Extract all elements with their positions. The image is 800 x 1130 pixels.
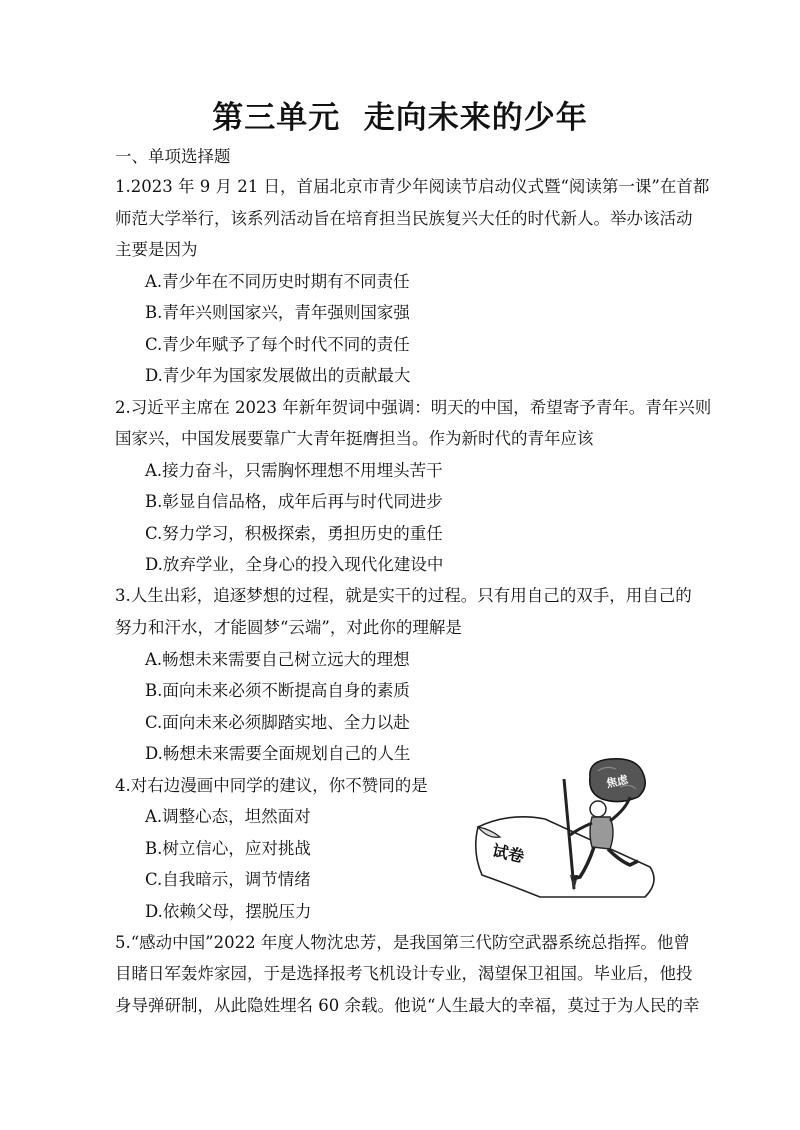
section-heading: 一、单项选择题 (115, 147, 231, 166)
question-4-option-a: A.调整心态，坦然面对 (145, 807, 311, 826)
question-3-option-c: C.面向未来必须脚踏实地、全力以赴 (145, 713, 410, 732)
boulder-label: 焦虑 (605, 773, 630, 791)
page-title: 第三单元 走向未来的少年 (212, 100, 588, 136)
question-1-option-d: D.青少年为国家发展做出的贡献最大 (145, 366, 411, 385)
question-1-line-1: 1.2023 年 9 月 21 日，首届北京市青少年阅读节启动仪式暨“阅读第一课”在首都 (115, 177, 710, 196)
question-4-option-d: D.依赖父母，摆脱压力 (145, 902, 312, 921)
student-arm-pen (570, 823, 592, 835)
question-4-option-b: B.树立信心，应对挑战 (145, 839, 311, 858)
question-4-line-1: 4.对右边漫画中同学的建议，你不赞同的是 (115, 776, 428, 795)
question-5-line-3: 身导弹研制，从此隐姓埋名 60 余载。他说“人生最大的幸福，莫过于为人民的幸 (115, 996, 700, 1015)
question-5-line-2: 目睹日军轰炸家园，于是选择报考飞机设计专业，渴望保卫祖国。毕业后，他投 (115, 964, 693, 983)
question-2-option-c: C.努力学习，积极探索，勇担历史的重任 (145, 524, 443, 543)
cartoon-illustration (470, 757, 670, 902)
question-1-option-c: C.青少年赋予了每个时代不同的责任 (145, 335, 410, 354)
question-4-option-c: C.自我暗示，调节情绪 (145, 870, 311, 889)
question-3-line-1: 3.人生出彩，追逐梦想的过程，就是实干的过程。只有用自己的双手，用自己的 (115, 586, 692, 605)
question-1-option-a: A.青少年在不同历史时期有不同责任 (145, 272, 410, 291)
question-2-option-d: D.放弃学业，全身心的投入现代化建设中 (145, 555, 444, 574)
student-body (590, 817, 613, 849)
question-3-option-a: A.畅想未来需要自己树立远大的理想 (145, 650, 410, 669)
question-2-line-1: 2.习近平主席在 2023 年新年贺词中强调：明天的中国，希望寄予青年。青年兴则 (115, 398, 712, 417)
paper-label: 试卷 (490, 840, 526, 867)
question-5-line-1: 5.“感动中国”2022 年度人物沈忠芳，是我国第三代防空武器系统总指挥。他曾 (115, 933, 690, 952)
question-3-line-2: 努力和汗水，才能圆梦“云端”，对此你的理解是 (115, 618, 462, 637)
question-3-option-d: D.畅想未来需要全面规划自己的人生 (145, 744, 411, 763)
question-2-line-2: 国家兴，中国发展要靠广大青年挺膺担当。作为新时代的青年应该 (115, 429, 594, 448)
question-1-line-3: 主要是因为 (115, 240, 198, 259)
question-1-line-2: 师范大学举行，该系列活动旨在培育担当民族复兴大任的时代新人。举办该活动 (115, 209, 693, 228)
question-2-option-b: B.彰显自信品格，成年后再与时代同进步 (145, 492, 443, 511)
question-2-option-a: A.接力奋斗，只需胸怀理想不用埋头苦干 (145, 461, 443, 480)
student-head (590, 801, 606, 817)
question-1-option-b: B.青年兴则国家兴，青年强则国家强 (145, 303, 410, 322)
question-3-option-b: B.面向未来必须不断提高自身的素质 (145, 681, 410, 700)
